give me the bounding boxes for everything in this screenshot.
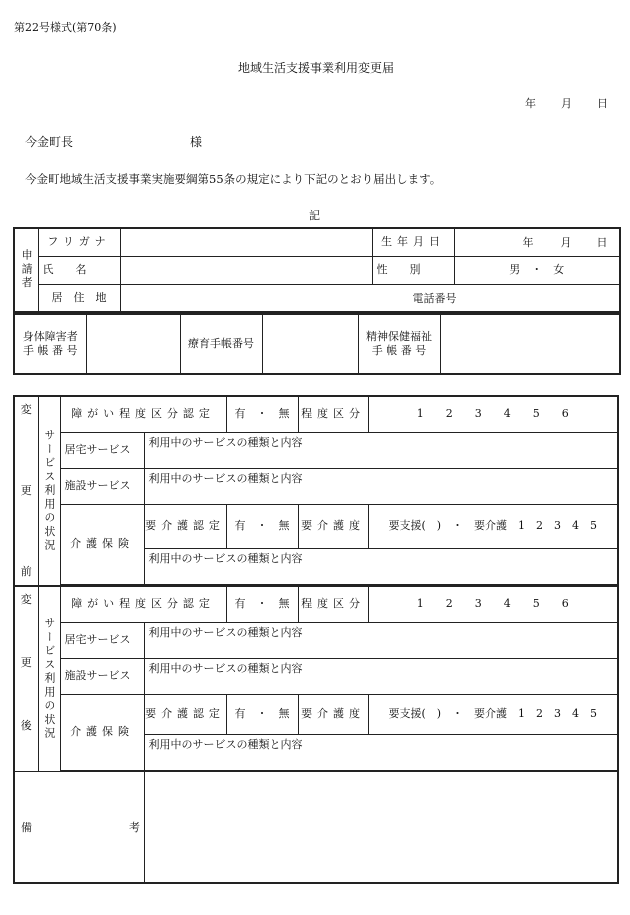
before-care-insurance-label: 介護保険 [60,504,144,585]
after-degree-label: 程度区分 [298,586,368,622]
ryoiku-handbook-field[interactable] [262,314,358,374]
after-home-service-label: 居宅サービス [60,622,144,658]
physical-handbook-field[interactable] [86,314,180,374]
after-facility-service-label: 施設サービス [60,658,144,694]
remarks-field[interactable] [144,771,618,883]
honorific: 様 [190,135,203,149]
ki-label: 記 [309,209,320,222]
birth-label: 生年月日 [372,228,454,256]
after-care-degree-label: 要介護度 [298,694,368,734]
birth-day: 日 [596,236,608,249]
name-field[interactable] [120,256,372,284]
birth-month: 月 [560,236,572,249]
before-care-cert-label: 要介護認定 [144,504,226,549]
addressee: 今金町長 [25,135,74,149]
after-label: 変 更 後 [14,586,38,771]
form-title: 地域生活支援事業利用変更届 [238,61,395,75]
applicant-group-label: 申請者 [14,228,38,312]
form-number: 第22号様式(第70条) [14,21,117,34]
after-care-insurance-label: 介護保険 [60,694,144,770]
date-year: 年 [525,97,536,110]
before-care-service-content[interactable]: 利用中のサービスの種類と内容 [144,549,618,585]
remarks-label [14,771,144,883]
before-degree-label: 程度区分 [298,396,368,432]
change-table [13,395,619,884]
before-care-yes-no[interactable]: 有 ・ 無 [226,504,298,549]
after-care-cert-label: 要介護認定 [144,694,226,734]
applicant-table [13,227,621,313]
before-care-degree-values[interactable]: 要支援( ) ・ 要介護 1 2 3 4 5 [368,504,618,549]
birth-year: 年 [522,236,534,249]
before-home-service-content[interactable]: 利用中のサービスの種類と内容 [144,432,618,468]
before-home-service-label: 居宅サービス [60,432,144,468]
mental-handbook-label: 精神保健福祉 手 帳 番 号 [358,314,440,374]
after-degree-values[interactable]: 1 2 3 4 5 6 [368,586,618,622]
after-care-yes-no[interactable]: 有 ・ 無 [226,694,298,734]
before-usage-status: サービス利用の状況 [38,396,60,586]
after-facility-service-content[interactable]: 利用中のサービスの種類と内容 [144,658,618,694]
remarks-label-left: 備 [21,820,32,834]
sex-label: 性 別 [372,256,454,284]
birth-field[interactable] [454,228,620,256]
before-disability-yes-no[interactable]: 有 ・ 無 [226,396,298,432]
furigana-field[interactable] [120,228,372,256]
before-label: 変 更 前 [14,396,38,586]
after-home-service-content[interactable]: 利用中のサービスの種類と内容 [144,622,618,658]
before-facility-service-label: 施設サービス [60,468,144,504]
sex-value[interactable]: 男 ・ 女 [454,256,620,284]
phone-label: 電話番号 [412,291,457,305]
statement: 今金町地域生活支援事業実施要綱第55条の規定により下記のとおり届出します。 [25,172,442,186]
address-field[interactable] [120,284,620,312]
physical-handbook-label: 身体障害者 手 帳 番 号 [14,314,86,374]
handbook-table [13,313,621,375]
after-care-service-content[interactable]: 利用中のサービスの種類と内容 [144,734,618,770]
after-usage-status: サービス利用の状況 [38,586,60,771]
after-care-degree-values[interactable]: 要支援( ) ・ 要介護 1 2 3 4 5 [368,694,618,734]
before-care-degree-label: 要介護度 [298,504,368,549]
furigana-label: フリガナ [38,228,120,256]
after-disability-yes-no[interactable]: 有 ・ 無 [226,586,298,622]
ryoiku-handbook-label: 療育手帳番号 [180,314,262,374]
address-label: 居 住 地 [38,284,120,312]
date-month: 月 [561,97,572,110]
mental-handbook-field[interactable] [440,314,620,374]
after-disability-cert-label: 障がい程度区分認定 [60,586,226,622]
before-facility-service-content[interactable]: 利用中のサービスの種類と内容 [144,468,618,504]
name-label: 氏 名 [38,256,120,284]
before-disability-cert-label: 障がい程度区分認定 [60,396,226,432]
date-day: 日 [597,97,608,110]
remarks-label-right: 考 [129,820,140,834]
before-degree-values[interactable]: 1 2 3 4 5 6 [368,396,618,432]
